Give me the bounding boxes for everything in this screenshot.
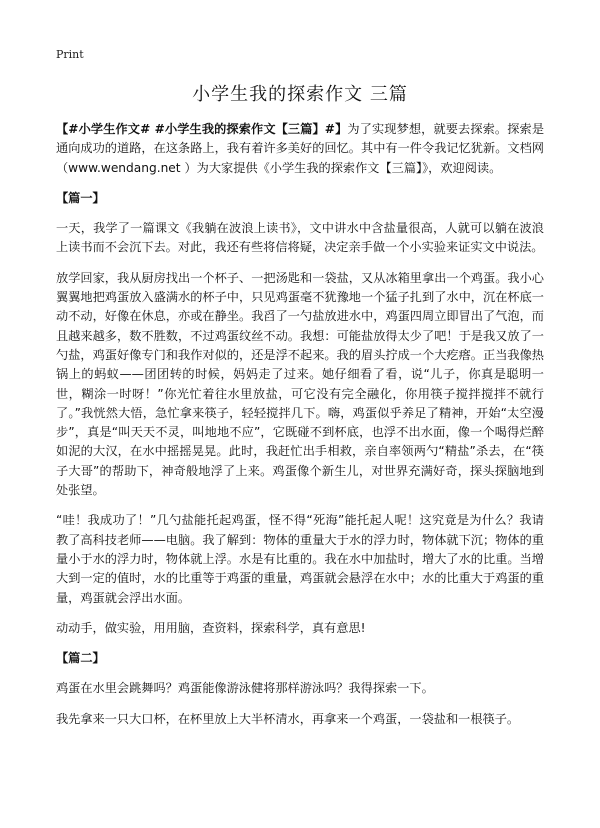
intro-text: 为了实现梦想，就要去探索。探索是通向成功的道路，在这条路上，我有着许多美好的回忆。其中有一件令我记忆犹新。文档网（www.wendang.net ）为大家提供《小学生我的探索作文【三篇】》，欢迎阅读。: [56, 122, 545, 175]
page-title: 小学生我的探索作文 三篇: [192, 84, 408, 105]
paragraph-6: 我先拿来一只大口杯，在杯里放上大半杯清水，再拿来一个鸡蛋，一袋盐和一根筷子。: [56, 711, 520, 726]
intro-paragraph: [56, 120, 544, 178]
intro-bold-tags: 【#小学生作文# #小学生我的探索作文【三篇】#】: [56, 122, 348, 136]
paragraph-3: “哇！我成功了！”几勺盐能托起鸡蛋，怪不得“死海”能托起人呢！这究竟是为什么？我请教了高科技老师——电脑。我了解到：物体的重量大于水的浮力时，物体就下沉；物体的重量小于水的浮力时，物体就上浮。水是有比重的。我在水中加盐时，增大了水的比重。当增大到一定的值时，水的比重等于鸡蛋的重量，鸡蛋就会悬浮在水中；水的比重大于鸡蛋的重量，鸡蛋就会浮出水面。: [56, 513, 544, 605]
section-heading-1: 【篇一】: [56, 190, 105, 205]
section-heading-2: 【篇二】: [56, 651, 105, 666]
paragraph-4: 动动手，做实验，用用脑，查资料，探索科学，真有意思!: [56, 620, 366, 635]
paragraph-2: 放学回家，我从厨房找出一个杯子、一把汤匙和一袋盐，又从冰箱里拿出一个鸡蛋。我小心翼翼地把鸡蛋放入盛满水的杯子中，只见鸡蛋毫不犹豫地一个猛子扎到了水中，沉在杯底一动不动，好像在休息，亦或在静坐。我舀了一勺盐放进水中，鸡蛋四周立即冒出了气泡，而且越来越多，数不胜数，不过鸡蛋纹丝不动。我想：可能盐放得太少了吧！于是我又放了一勺盐，鸡蛋好像专门和我作对似的，还是浮不起来。我的眉头拧成一个大疙瘩。正当我像热锅上的蚂蚁——团团转的时候，妈妈走了过来。她仔细看了看，说“儿子，你真是聪明一世，糊涂一时呀！”你光忙着往水里放盐，可它没有完全融化，你用筷子搅拌搅拌不就行了。”我恍然大悟，急忙拿来筷子，轻轻搅拌几下。嗨，鸡蛋似乎养足了精神，开始“太空漫步”，真是“叫天天不灵，叫地地不应”，它既碰不到杯底，也浮不出水面，像一个喝得烂醉如泥的大汉，在水中摇摇晃晃。此时，我赶忙出手相救，亲自率领两勺“精盐”杀去，在“筷子大哥”的帮助下，神奇般地浮了上来。鸡蛋像个新生儿，对世界充满好奇，探头探脑地到处张望。: [56, 270, 544, 498]
paragraph-5: 鸡蛋在水里会跳舞吗？鸡蛋能像游泳健将那样游泳吗？我得探索一下。: [56, 681, 434, 696]
paragraph-1: 一天，我学了一篇课文《我躺在波浪上读书》，文中讲水中含盐量很高，人就可以躺在波浪上读书而不会沉下去。对此，我还有些将信将疑，决定亲手做一个小实验来证实文中说法。: [56, 221, 544, 255]
print-label: Print: [56, 48, 84, 61]
article-body: [56, 120, 544, 740]
